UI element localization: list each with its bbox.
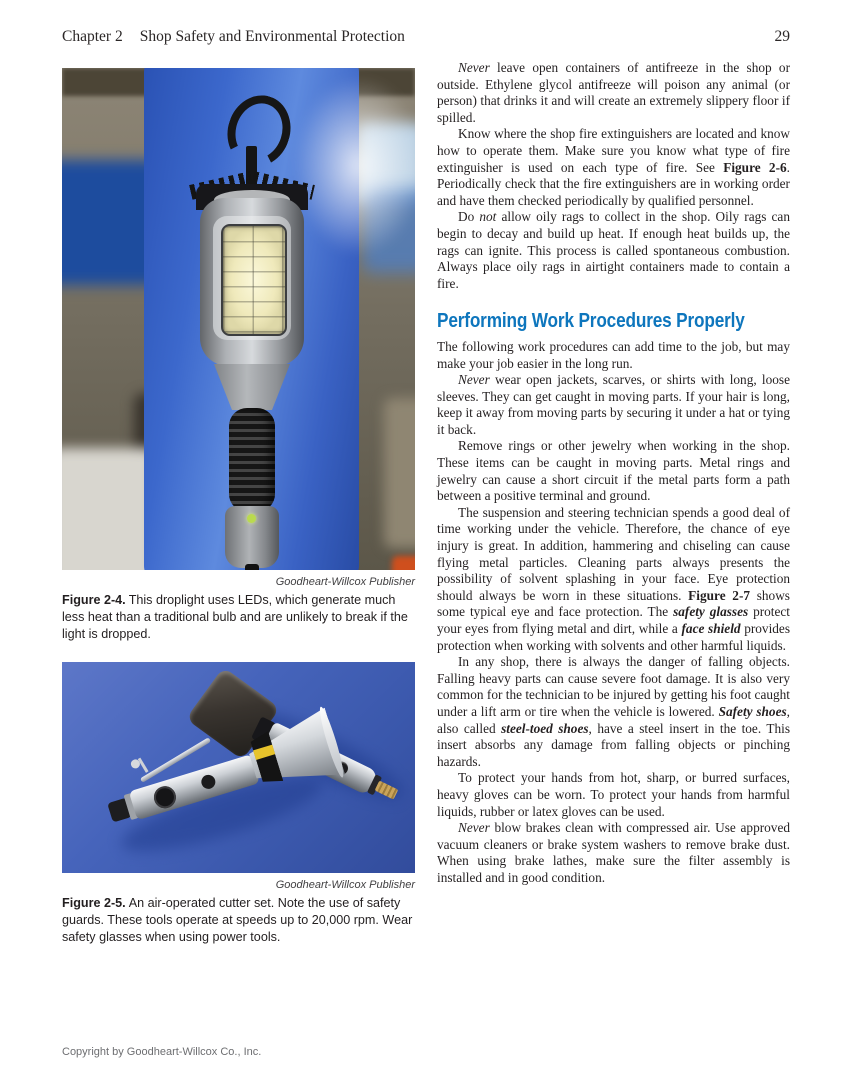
page-number: 29 bbox=[774, 28, 790, 45]
paragraph-oily-rags: Do not allow oily rags to collect in the shop. Oily rags can begin to decay and build up heat. If enough heat builds up, the rags can ignite. This process is called spontaneous combustion. Always place oily rags in airtight containers made to contain a fire. bbox=[437, 209, 790, 291]
paragraph-eye-protection: The suspension and steering technician spends a good deal of time working under the vehicle. Therefore, the chance of eye injury is great. In addition, hammering and chiseling can cause flying metal particles. Cleaning parts always presents the possibility of solvent splashing in your face. Eye protection should always be worn in these situations. Figure 2-7 shows some typical eye and face protection. The safety glasses protect your eyes from flying metal and dirt, while a face shield provides protection when working with solvents and other harmful liquids. bbox=[437, 504, 790, 653]
photo-background-workbench bbox=[384, 398, 415, 548]
paragraph-jewelry: Remove rings or other jewelry when working in the shop. These items can be caught in moving parts. Metal rings and jewelry can cause a short circuit if the metal parts form a path between a positive terminal and ground. bbox=[437, 438, 790, 504]
cutter-air-fitting bbox=[375, 781, 399, 800]
running-header bbox=[62, 28, 405, 46]
photo-background-jack-stand bbox=[392, 556, 415, 570]
paragraph-falling-objects: In any shop, there is always the danger of falling objects. Falling heavy parts can cause severe foot damage. It is also very common for the technician to be injured by getting his foot caught under a lift arm or tire when the vehicle is lowered. Safety shoes, also called steel-toed shoes, have a steel insert in the toe. This insert absorbs any damage from falling objects or pinching hazards. bbox=[437, 654, 791, 769]
figure-2-4-photo bbox=[62, 68, 415, 570]
figure-2-5-photo bbox=[62, 662, 415, 873]
figure-2-4-caption-text: This droplight uses LEDs, which generate much less heat than a traditional bulb and are unlikely to break if the light is dropped. bbox=[62, 593, 408, 641]
paragraph-loose-clothing: Never wear open jackets, scarves, or shirts with long, loose sleeves. They can get caught in moving parts. If your hair is long, keep it away from moving parts by securing it under a hat or tying it back. bbox=[437, 372, 790, 437]
chapter-title: Shop Safety and Environmental Protection bbox=[139, 28, 405, 45]
paragraph-fire-extinguishers: Know where the shop fire extinguishers are located and know how to operate them. Make sure you know what type of fire extinguisher is used on each type of fire. See Figure 2-6. Periodically check that the fire extinguishers are in working order and have them checked periodically by qualified personnel. bbox=[437, 126, 790, 208]
section-heading-text: Performing Work Procedures Properly bbox=[437, 309, 745, 333]
figure-2-5-credit: Goodheart-Willcox Publisher bbox=[275, 879, 415, 891]
lift-post-glare bbox=[294, 76, 415, 256]
figure-2-4-caption bbox=[62, 592, 415, 643]
cutter-body bbox=[129, 754, 260, 820]
paragraph-gloves: To protect your hands from hot, sharp, or burred surfaces, heavy gloves can be worn. To protect your hands from harmful liquids, rubber or latex gloves can be used. bbox=[437, 770, 790, 819]
droplight-cable bbox=[245, 564, 259, 570]
paragraph-work-procedures: The following work procedures can add time to the job, but may make your job easier in the long run. bbox=[437, 338, 790, 371]
figure-2-5-label: Figure 2-5. bbox=[62, 896, 126, 910]
figure-2-5-caption-text: An air-operated cutter set. Note the use of safety guards. These tools operate at speeds up to 20,000 rpm. Wear safety glasses when using power tools. bbox=[62, 896, 413, 944]
droplight-ribbed-grip bbox=[229, 408, 275, 512]
section-heading bbox=[437, 309, 790, 333]
photo-background-car-panel bbox=[62, 448, 155, 570]
paragraph-brake-dust: Never blow brakes clean with compressed air. Use approved vacuum cleaners or brake system washers to remove brake dust. When using brake lathes, make sure the filter assembly is installed and in good condition. bbox=[437, 820, 790, 885]
droplight-led-panel bbox=[221, 224, 287, 336]
figure-2-5-caption bbox=[62, 895, 415, 946]
copyright-notice: Copyright by Goodheart-Willcox Co., Inc. bbox=[62, 1046, 262, 1058]
chapter-number: Chapter 2 bbox=[62, 28, 123, 45]
droplight-power-button bbox=[247, 514, 256, 523]
figure-2-4-credit: Goodheart-Willcox Publisher bbox=[275, 576, 415, 588]
body-text-column bbox=[437, 60, 790, 887]
figure-2-4-label: Figure 2-4. bbox=[62, 593, 126, 607]
paragraph-antifreeze: Never leave open containers of antifreeze in the shop or outside. Ethylene glycol antifreeze will poison any animal (or person) that drinks it and will create an extremely slippery floor if spilled. bbox=[437, 60, 790, 125]
